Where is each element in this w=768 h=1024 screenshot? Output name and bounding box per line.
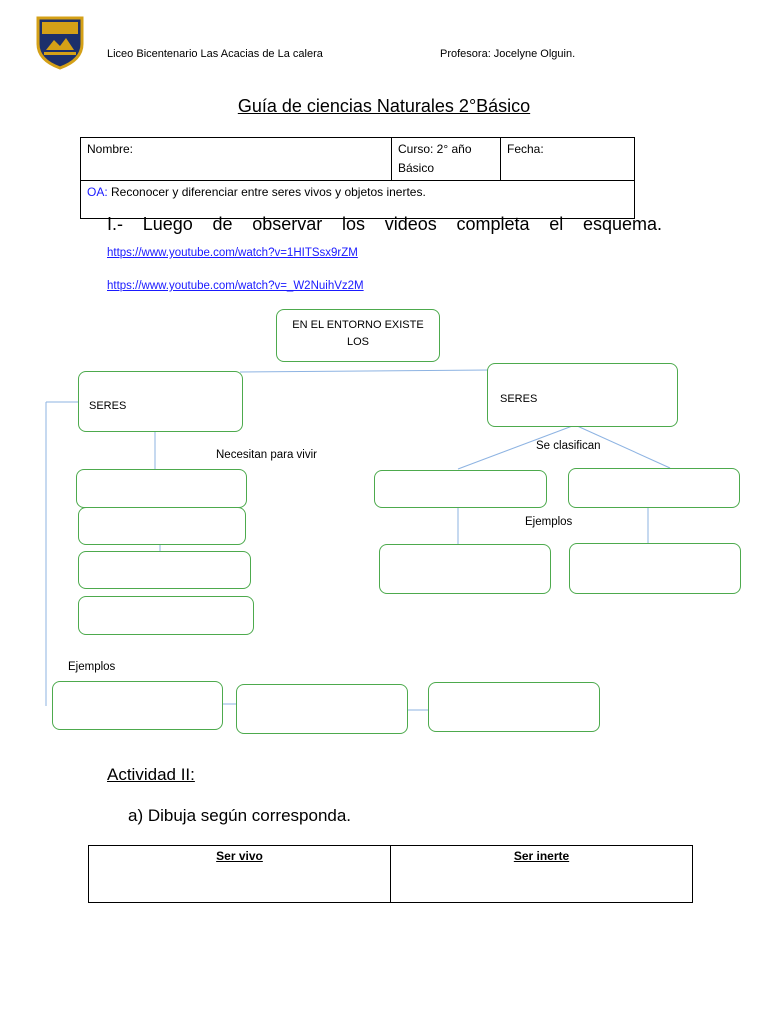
left-example-box-2[interactable] [236,684,408,734]
seres-left-box [78,371,243,432]
root-text-2: LOS [346,336,369,348]
classify-box-1[interactable] [374,470,547,508]
ser-inerte-cell[interactable] [391,846,693,903]
video-link-1[interactable]: https://www.youtube.com/watch?v=1HITSsx9rZM [107,247,358,259]
example-box-2[interactable] [569,543,741,594]
oa-text: Reconocer y diferenciar entre seres vivos y objetos inertes. [107,185,426,199]
examples-left-label: Ejemplos [68,661,116,673]
curso-label-2: Básico [398,161,435,175]
left-example-box-1[interactable] [52,681,223,730]
page-title: Guía de ciencias Naturales 2°Básico [237,96,531,116]
seres-left-label: SERES [89,400,127,412]
classify-label: Se clasifican [536,440,601,452]
left-example-box-3[interactable] [428,682,600,732]
needs-label: Necesitan para vivir [216,449,317,461]
seres-right-label: SERES [500,393,538,405]
diagram-root-box [276,309,440,362]
nombre-label: Nombre: [87,142,134,156]
ser-inerte-header: Ser inerte [513,849,570,863]
activity-item-a: a) Dibuja según corresponda. [128,806,352,825]
teacher-name: Profesora: Jocelyne Olguin. [440,48,576,60]
oa-label: OA: [87,185,108,199]
fecha-label: Fecha: [507,142,544,156]
examples-right-label: Ejemplos [525,516,573,528]
seres-right-box [487,363,678,427]
example-box-1[interactable] [379,544,551,594]
ser-vivo-cell[interactable] [89,846,391,903]
video-link-2[interactable]: https://www.youtube.com/watch?v=_W2NuihVz2M [107,280,364,292]
activity-title: Actividad II: [107,765,195,784]
drawing-table [88,845,693,903]
root-text-1: EN EL ENTORNO EXISTE [292,319,424,331]
curso-label: Curso: 2° año [398,142,472,156]
needs-box-4[interactable] [78,596,254,635]
ser-vivo-header: Ser vivo [216,849,263,863]
needs-box-1[interactable] [76,469,247,508]
instruction-text: I.- Luego de observar los videos completa el esquema. [107,214,662,234]
needs-box-2[interactable] [78,507,246,545]
school-name: Liceo Bicentenario Las Acacias de La calera [107,48,323,60]
classify-box-2[interactable] [568,468,740,508]
needs-box-3[interactable] [78,551,251,589]
